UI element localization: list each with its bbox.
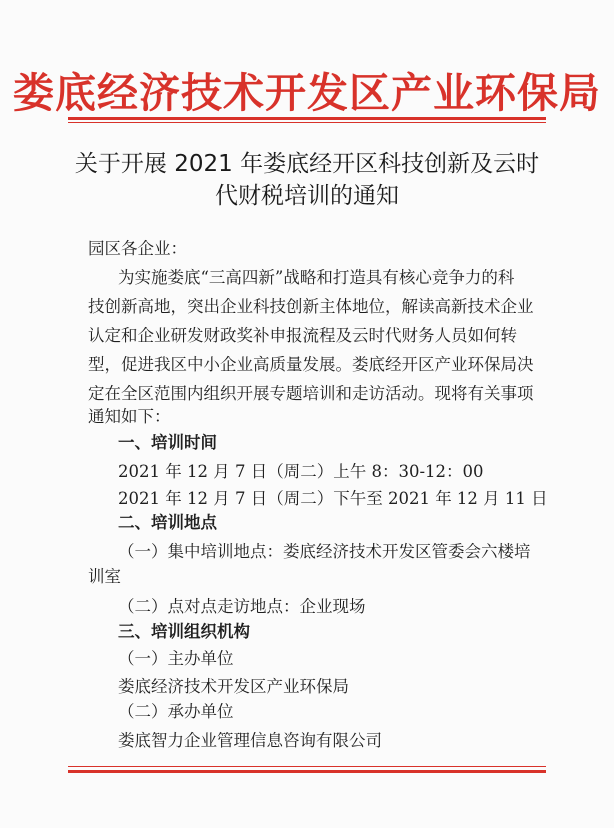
host-label: （一）主办单位 <box>118 649 234 668</box>
location-item-1-line-2: 训室 <box>88 567 121 586</box>
notice-title-line-1: 关于开展 2021 年娄底经开区科技创新及云时 <box>74 151 540 177</box>
intro-line: 型，促进我区中小企业高质量发展。娄底经开区产业环保局决 <box>88 355 534 374</box>
section-heading-location: 二、培训地点 <box>118 513 217 532</box>
training-time-item: 2021 年 12 月 7 日（周二）下午至 2021 年 12 月 11 日 <box>118 489 548 508</box>
salutation: 园区各企业： <box>88 239 187 258</box>
intro-line: 定在全区范围内组织开展专题培训和走访活动。现将有关事项 <box>88 384 534 403</box>
section-heading-organizers: 三、培训组织机构 <box>118 622 250 641</box>
letterhead-rule-thin <box>68 122 546 123</box>
letterhead-org-name: 娄底经济技术开发区产业环保局 <box>13 69 601 117</box>
host-organization: 娄底经济技术开发区产业环保局 <box>118 677 349 696</box>
letterhead-rule-thick <box>68 117 546 120</box>
intro-line: 通知如下： <box>88 407 171 426</box>
notice-title-line-2: 代财税培训的通知 <box>215 183 399 209</box>
location-item-2: （二）点对点走访地点：企业现场 <box>118 597 366 616</box>
intro-line: 技创新高地，突出企业科技创新主体地位，解读高新技术企业 <box>88 297 534 316</box>
intro-line: 认定和企业研发财政奖补申报流程及云时代财务人员如何转 <box>88 326 517 345</box>
section-heading-time: 一、培训时间 <box>118 433 217 452</box>
training-time-item: 2021 年 12 月 7 日（周二）上午 8：30-12：00 <box>118 462 484 481</box>
location-item-1-line-1: （一）集中培训地点：娄底经济技术开发区管委会六楼培 <box>118 542 531 561</box>
organizer-label: （二）承办单位 <box>118 702 234 721</box>
intro-line: 为实施娄底“三高四新”战略和打造具有核心竞争力的科 <box>118 268 515 287</box>
footer-rule-thin <box>68 766 546 767</box>
organizer-company: 娄底智力企业管理信息咨询有限公司 <box>118 731 382 750</box>
footer-rule-thick <box>68 770 546 773</box>
